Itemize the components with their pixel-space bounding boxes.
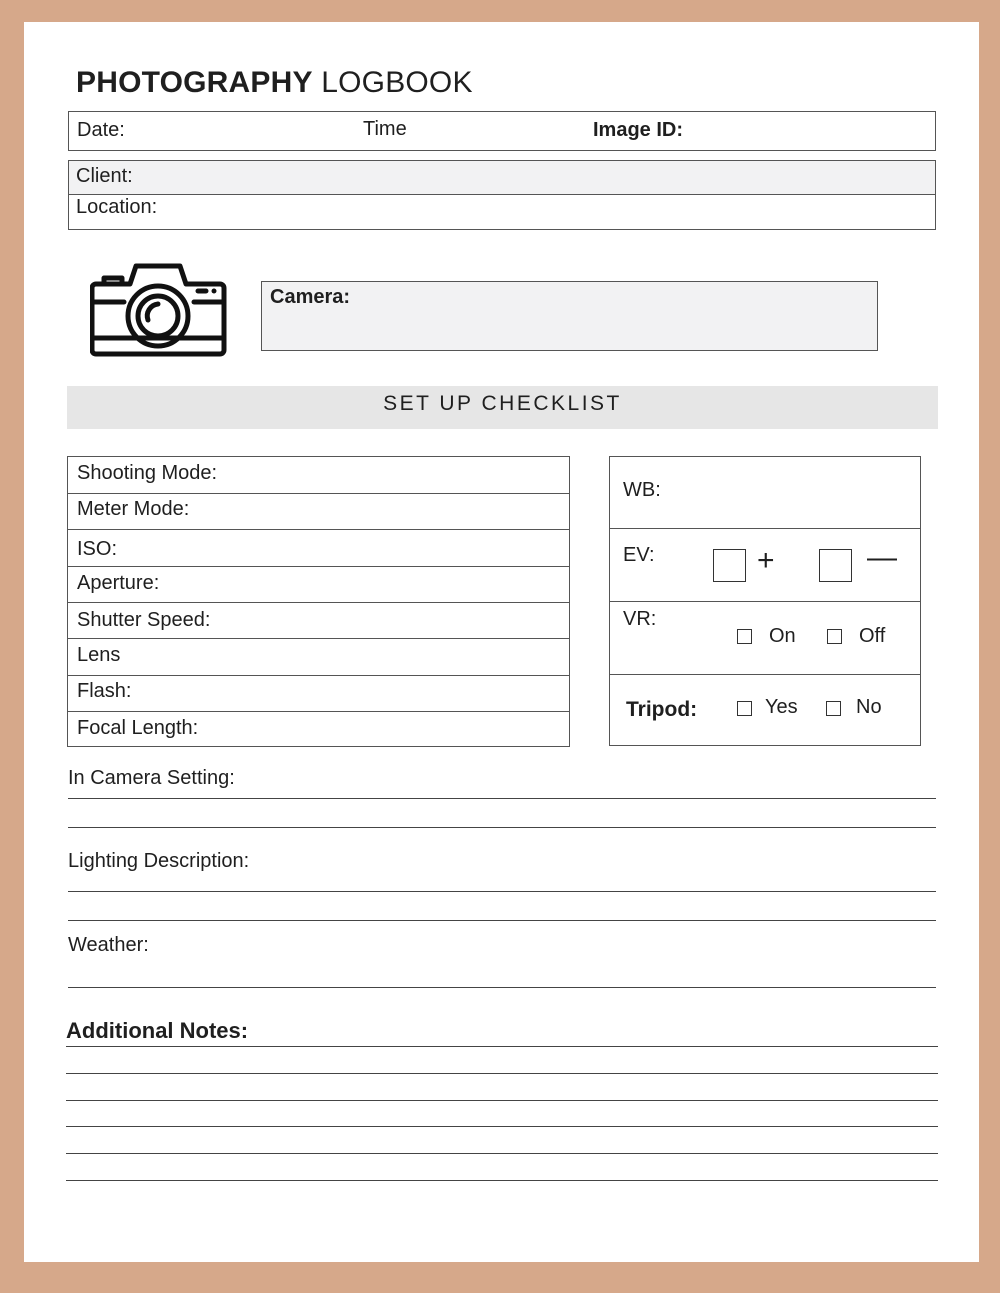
row-lens[interactable] [68,639,569,676]
camera-field[interactable] [261,281,878,351]
additional-notes-label: Additional Notes: [66,1018,249,1043]
row-vr [610,602,920,675]
notes-line-3[interactable] [66,1100,938,1101]
row-focal-length[interactable] [68,712,569,746]
notes-line-4[interactable] [66,1126,938,1127]
wb-label: WB: [623,479,661,501]
camera-icon [90,260,228,358]
aperture-label: Aperture: [77,572,160,594]
date-time-row[interactable] [68,111,936,151]
tripod-yes-checkbox[interactable] [737,701,752,716]
row-shooting-mode[interactable] [68,457,569,494]
row-tripod [610,675,920,745]
setup-checklist-header: SET UP CHECKLIST [67,386,938,429]
in-camera-line-2[interactable] [68,827,936,828]
notes-line-2[interactable] [66,1073,938,1074]
title-bold: PHOTOGRAPHY [76,66,313,99]
meter-mode-label: Meter Mode: [77,498,190,520]
ev-minus-checkbox[interactable] [819,549,852,582]
weather-line[interactable] [68,987,936,988]
image-id-label: Image ID: [593,119,684,141]
vr-off-checkbox[interactable] [827,629,842,644]
tripod-label: Tripod: [626,698,698,721]
client-label: Client: [76,165,133,187]
vr-on-checkbox[interactable] [737,629,752,644]
tripod-yes-label: Yes [765,696,798,718]
tripod-no-label: No [856,696,882,718]
row-flash[interactable] [68,676,569,712]
location-label: Location: [76,196,158,218]
ev-plus-checkbox[interactable] [713,549,746,582]
options-table [609,456,921,746]
iso-label: ISO: [77,538,118,560]
vr-label: VR: [623,608,657,630]
notes-line-5[interactable] [66,1153,938,1154]
logbook-page [24,22,979,1262]
shutter-speed-label: Shutter Speed: [77,609,211,631]
row-aperture[interactable] [68,567,569,603]
client-location-box[interactable] [68,160,936,230]
shooting-mode-label: Shooting Mode: [77,462,218,484]
row-wb[interactable] [610,457,920,529]
in-camera-setting-label: In Camera Setting: [68,767,235,789]
date-label: Date: [77,119,125,141]
camera-label: Camera: [270,286,351,308]
focal-length-label: Focal Length: [77,717,199,739]
lighting-line-2[interactable] [68,920,936,921]
in-camera-line-1[interactable] [68,798,936,799]
row-meter-mode[interactable] [68,494,569,530]
title-light: LOGBOOK [321,66,473,99]
page-title [76,66,473,100]
time-label: Time [363,118,407,140]
row-iso[interactable] [68,530,569,567]
lighting-line-1[interactable] [68,891,936,892]
plus-icon: + [757,544,775,577]
row-shutter-speed[interactable] [68,603,569,639]
minus-icon: — [867,541,897,574]
lighting-description-label: Lighting Description: [68,850,250,872]
flash-label: Flash: [77,680,132,702]
tripod-no-checkbox[interactable] [826,701,841,716]
row-ev [610,529,920,602]
vr-on-label: On [769,625,796,647]
settings-table [67,456,570,747]
client-row[interactable] [69,161,935,195]
ev-label: EV: [623,544,655,566]
lens-label: Lens [77,644,121,666]
vr-off-label: Off [859,625,886,647]
notes-line-6[interactable] [66,1180,938,1181]
weather-label: Weather: [68,934,149,956]
notes-line-1[interactable] [66,1046,938,1047]
